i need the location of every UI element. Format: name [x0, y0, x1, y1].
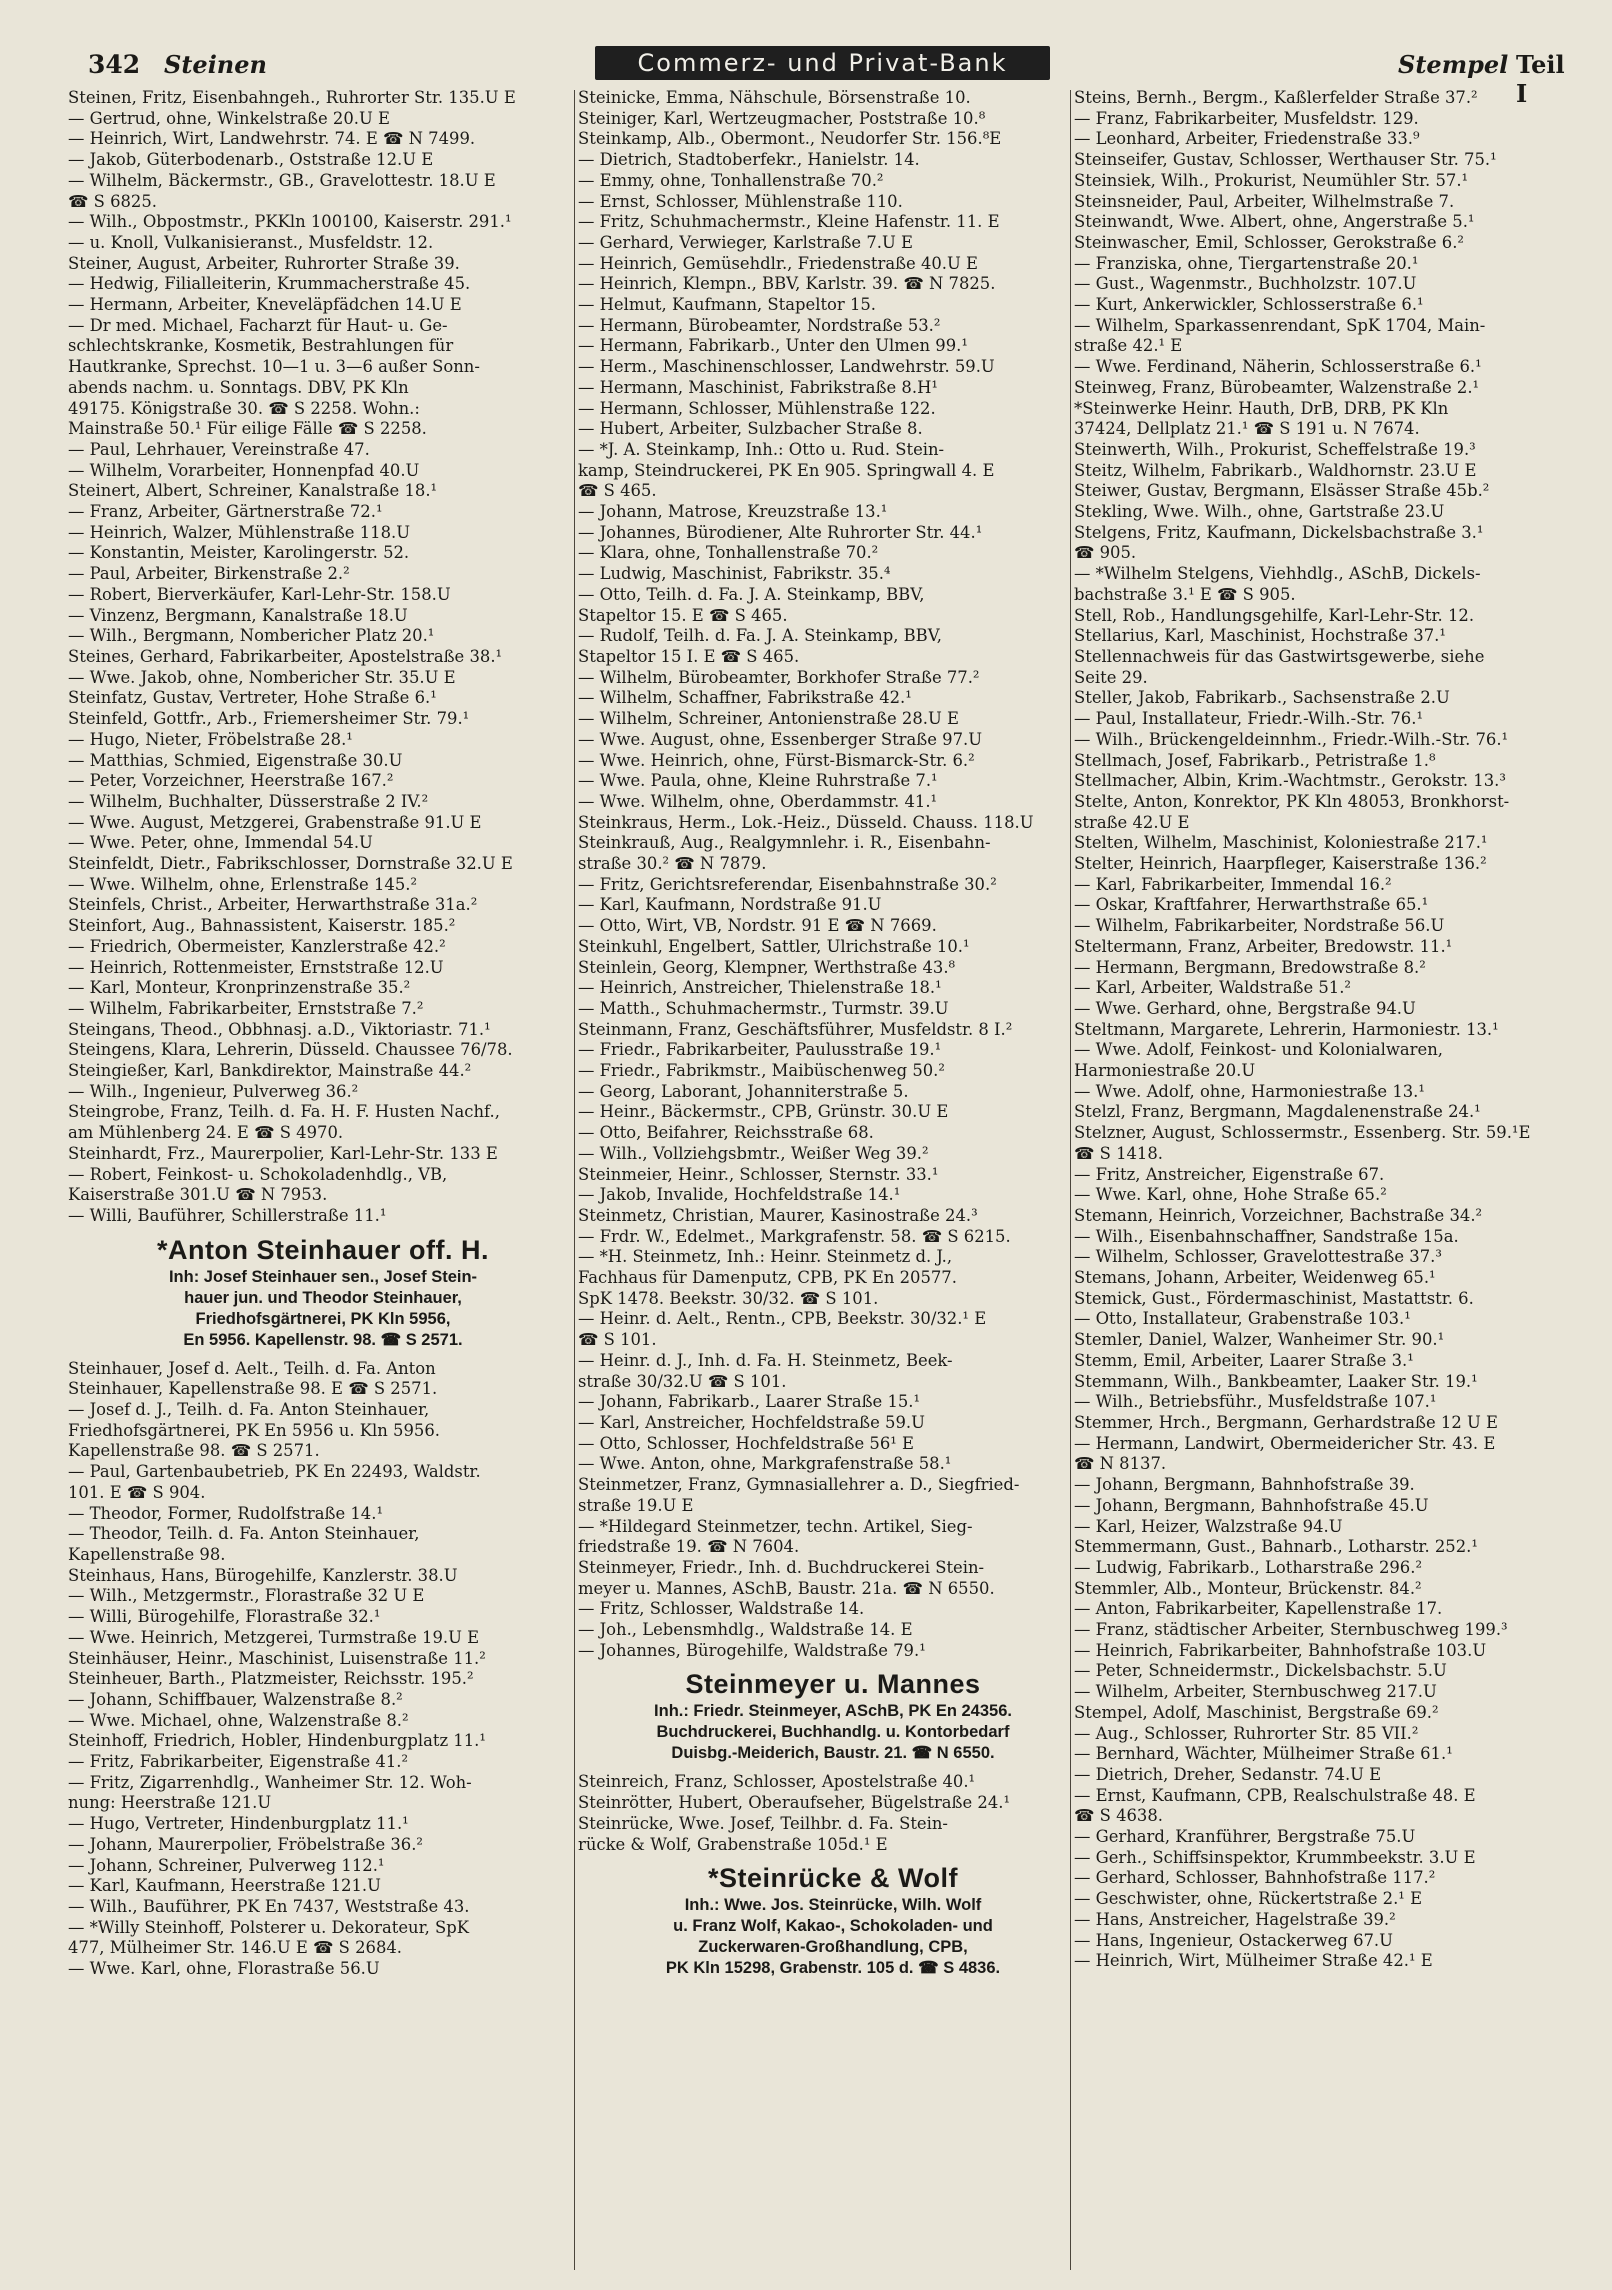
directory-entry-line: Steinhardt, Frz., Maurerpolier, Karl-Lehr-Str. 133 E	[68, 1143, 498, 1163]
directory-entry-line: — Wwe. Wilhelm, ohne, Erlenstraße 145.²	[68, 874, 418, 894]
directory-entry-line: — Fritz, Zigarrenhdlg., Wanheimer Str. 12. Woh-	[68, 1772, 472, 1792]
directory-entry-line: — Wilhelm, Arbeiter, Sternbuschweg 217.U	[1074, 1682, 1437, 1702]
directory-entry-line: Steinwerth, Wilh., Prokurist, Scheffelstraße 19.³	[1074, 439, 1476, 459]
directory-entry-line: 37424, Dellplatz 21.¹ ☎ S 191 u. N 7674.	[1074, 419, 1420, 439]
directory-entry-line: Stelte, Anton, Konrektor, PK Kln 48053, Bronkhorst-	[1074, 791, 1510, 811]
directory-entry-line: — Johann, Schiffbauer, Walzenstraße 8.²	[68, 1689, 403, 1709]
directory-entry-line: — Hermann, Schlosser, Mühlenstraße 122.	[578, 398, 936, 418]
directory-entry-line: — Willi, Bürogehilfe, Florastraße 32.¹	[68, 1607, 381, 1627]
display-advertisement	[578, 1667, 1088, 1764]
ad-line: hauer jun. und Theodor Steinhauer,	[184, 1288, 462, 1307]
directory-entry-line: — Wwe. Karl, ohne, Florastraße 56.U	[68, 1959, 380, 1979]
directory-entry-line: Steitz, Wilhelm, Fabrikarb., Waldhornstr. 23.U E	[1074, 460, 1477, 480]
directory-entry-line: Stemm, Emil, Arbeiter, Laarer Straße 3.¹	[1074, 1350, 1414, 1370]
directory-entry-line: Steinseifer, Gustav, Schlosser, Werthauser Str. 75.¹	[1074, 150, 1497, 170]
directory-entry-line: Steinmeyer, Friedr., Inh. d. Buchdruckerei Stein-	[578, 1557, 985, 1577]
directory-entry-line: — Johann, Schreiner, Pulverweg 112.¹	[68, 1855, 385, 1875]
directory-entry-line: — Gerhard, Schlosser, Bahnhofstraße 117.²	[1074, 1868, 1436, 1888]
directory-entry-line: — Konstantin, Meister, Karolingerstr. 52.	[68, 543, 410, 563]
directory-entry-line: — Otto, Schlosser, Hochfeldstraße 56¹ E	[578, 1433, 915, 1453]
directory-entry-line: — Wilhelm, Vorarbeiter, Honnenpfad 40.U	[68, 460, 420, 480]
directory-entry-line: friedstraße 19. ☎ N 7604.	[578, 1537, 800, 1557]
directory-entry-line: — Gust., Wagenmstr., Buchholzstr. 107.U	[1074, 274, 1417, 294]
directory-entry-line: — Karl, Arbeiter, Waldstraße 51.²	[1074, 978, 1351, 998]
directory-entry-line: — Fritz, Fabrikarbeiter, Eigenstraße 41.²	[68, 1752, 409, 1772]
directory-entry-line: — Otto, Installateur, Grabenstraße 103.¹	[1074, 1309, 1411, 1329]
directory-entry-line: Hautkranke, Sprechst. 10—1 u. 3—6 außer Sonn-	[68, 357, 480, 377]
directory-entry-line: — Hedwig, Filialleiterin, Krummacherstraße 45.	[68, 274, 471, 294]
directory-entry-line: Steinkuhl, Engelbert, Sattler, Ulrichstraße 10.¹	[578, 936, 970, 956]
directory-entry-line: — Hermann, Landwirt, Obermeidericher Str. 43. E	[1074, 1433, 1496, 1453]
directory-entry-line: — Kurt, Ankerwickler, Schlosserstraße 6.¹	[1074, 295, 1424, 315]
ad-line: Buchdruckerei, Buchhandlg. u. Kontorbedarf	[656, 1723, 1010, 1742]
directory-entry-line: — *J. A. Steinkamp, Inh.: Otto u. Rud. Stein-	[578, 439, 945, 459]
directory-entry-line: — Paul, Lehrhauer, Vereinstraße 47.	[68, 439, 370, 459]
directory-entry-line: — Karl, Monteur, Kronprinzenstraße 35.²	[68, 978, 411, 998]
directory-entry-line: Kapellenstraße 98.	[68, 1545, 226, 1564]
directory-entry-line: Steiniger, Karl, Wertzeugmacher, Poststraße 10.⁸	[578, 108, 986, 128]
directory-entry-line: Steinsneider, Paul, Arbeiter, Wilhelmstraße 7.	[1074, 191, 1455, 211]
directory-entry-line: — Franz, Arbeiter, Gärtnerstraße 72.¹	[68, 502, 383, 522]
directory-entry-line: Steinkraus, Herm., Lok.-Heiz., Düsseld. Chauss. 118.U	[578, 812, 1034, 832]
directory-entry-line: Stelten, Wilhelm, Maschinist, Koloniestraße 217.¹	[1074, 833, 1488, 853]
directory-entry-line: — Wwe. Jakob, ohne, Nombericher Str. 35.U E	[68, 667, 456, 687]
directory-entry-line: — Fritz, Schlosser, Waldstraße 14.	[578, 1599, 865, 1619]
directory-entry-line: Steingrobe, Franz, Teilh. d. Fa. H. F. Husten Nachf.,	[68, 1102, 500, 1122]
directory-entry-line: — Johann, Bergmann, Bahnhofstraße 39.	[1074, 1475, 1415, 1495]
directory-entry-line: straße 30.² ☎ N 7879.	[578, 854, 767, 874]
directory-entry-line: — Fritz, Anstreicher, Eigenstraße 67.	[1074, 1164, 1385, 1184]
directory-entry-line: — Josef d. J., Teilh. d. Fa. Anton Steinhauer,	[68, 1400, 430, 1420]
directory-entry-line: Fachhaus für Damenputz, CPB, PK En 20577.	[578, 1268, 957, 1288]
directory-entry-line: — Friedrich, Obermeister, Kanzlerstraße 42.²	[68, 936, 446, 956]
directory-entry-line: — Rudolf, Teilh. d. Fa. J. A. Steinkamp, BBV,	[578, 626, 942, 646]
directory-entry-line: — Heinrich, Klempn., BBV, Karlstr. 39. ☎ N 7825.	[578, 274, 996, 294]
ad-title: *Steinrücke & Wolf	[707, 1863, 959, 1894]
directory-entry-line: — Paul, Gartenbaubetrieb, PK En 22493, Waldstr.	[68, 1462, 481, 1482]
directory-entry-line: — Heinr., Bäckermstr., CPB, Grünstr. 30.U E	[578, 1102, 949, 1122]
ad-line: Inh: Josef Steinhauer sen., Josef Stein-	[168, 1267, 478, 1286]
directory-entry-line: — Wwe. Ferdinand, Näherin, Schlosserstraße 6.¹	[1074, 357, 1482, 377]
directory-entry-line: rücke & Wolf, Grabenstraße 105d.¹ E	[578, 1834, 888, 1854]
directory-entry-line: — Heinrich, Anstreicher, Thielenstraße 18.¹	[578, 978, 942, 998]
directory-entry-line: — Johann, Maurerpolier, Fröbelstraße 36.²	[68, 1834, 423, 1854]
directory-entry-line: Stemans, Johann, Arbeiter, Weidenweg 65.¹	[1074, 1268, 1436, 1288]
directory-entry-line: ☎ S 465.	[578, 481, 657, 501]
directory-entry-line: Stellmach, Josef, Fabrikarb., Petristraße 1.⁸	[1074, 750, 1436, 770]
directory-entry-line: Friedhofsgärtnerei, PK En 5956 u. Kln 5956.	[68, 1420, 440, 1440]
directory-entry-line: — Wilh., Vollziehgsbmtr., Weißer Weg 39.²	[578, 1143, 929, 1163]
directory-entry-line: — *H. Steinmetz, Inh.: Heinr. Steinmetz d. J.,	[578, 1247, 953, 1267]
directory-entry-line: Stekling, Wwe. Wilh., ohne, Gartstraße 23.U	[1074, 502, 1445, 522]
directory-entry-line: straße 19.U E	[578, 1495, 694, 1515]
directory-entry-line: — Ernst, Kaufmann, CPB, Realschulstraße 48. E	[1074, 1785, 1476, 1805]
directory-entry-line: — Karl, Kaufmann, Heerstraße 121.U	[68, 1876, 381, 1896]
directory-entry-line: — Peter, Schneidermstr., Dickelsbachstr. 5.U	[1074, 1661, 1447, 1681]
directory-entry-line: Stellarius, Karl, Maschinist, Hochstraße 37.¹	[1074, 626, 1446, 646]
directory-entry-line: — Robert, Bierverkäufer, Karl-Lehr-Str. 158.U	[68, 584, 451, 604]
directory-entry-line: — Otto, Wirt, VB, Nordstr. 91 E ☎ N 7669.	[578, 916, 937, 936]
directory-entry-line: — Wilh., Ingenieur, Pulverweg 36.²	[68, 1081, 359, 1101]
directory-entry-line: straße 30/32.U ☎ S 101.	[578, 1371, 787, 1391]
directory-entry-line: ☎ S 101.	[578, 1330, 657, 1350]
directory-entry-line: — Matthias, Schmied, Eigenstraße 30.U	[68, 750, 403, 770]
directory-entry-line: — Ludwig, Fabrikarb., Lotharstraße 296.²	[1074, 1557, 1423, 1577]
directory-entry-line: — Matth., Schuhmachermstr., Turmstr. 39.U	[578, 998, 949, 1018]
directory-entry-line: abends nachm. u. Sonntags. DBV, PK Kln	[68, 377, 409, 397]
directory-entry-line: Steingießer, Karl, Bankdirektor, Mainstraße 44.²	[68, 1061, 472, 1081]
directory-entry-line: — Hugo, Vertreter, Hindenburgplatz 11.¹	[68, 1814, 409, 1834]
directory-entry-line: — Karl, Fabrikarbeiter, Immendal 16.²	[1074, 874, 1392, 894]
directory-entry-line: ☎ 905.	[1074, 543, 1137, 563]
directory-entry-line: — Robert, Feinkost- u. Schokoladenhdlg., VB,	[68, 1164, 448, 1184]
directory-entry-line: — Wilhelm, Fabrikarbeiter, Nordstraße 56.U	[1074, 916, 1445, 936]
directory-entry-line: — Dietrich, Stadtoberfekr., Hanielstr. 14.	[578, 150, 920, 170]
directory-entry-line: — Heinrich, Walzer, Mühlenstraße 118.U	[68, 522, 411, 542]
directory-entry-line: — Paul, Arbeiter, Birkenstraße 2.²	[68, 564, 350, 584]
directory-entry-line: — *Wilhelm Stelgens, Viehhdlg., ASchB, Dickels-	[1074, 564, 1481, 584]
directory-entry-line: — Wilhelm, Bäckermstr., GB., Gravelottestr. 18.U E	[68, 170, 496, 190]
directory-entry-line: — Wilh., Obpostmstr., PKKln 100100, Kaiserstr. 291.¹	[68, 212, 512, 232]
directory-entry-line: SpK 1478. Beekstr. 30/32. ☎ S 101.	[578, 1288, 879, 1308]
directory-entry-line: — Wwe. Heinrich, Metzgerei, Turmstraße 19.U E	[68, 1627, 480, 1647]
directory-entry-line: — Johann, Fabrikarb., Laarer Straße 15.¹	[578, 1392, 921, 1412]
ad-line: Friedhofsgärtnerei, PK Kln 5956,	[195, 1309, 451, 1328]
directory-entry-line: — Theodor, Teilh. d. Fa. Anton Steinhauer,	[68, 1524, 420, 1544]
directory-entry-line: Stellennachweis für das Gastwirtsgewerbe, siehe	[1074, 646, 1485, 666]
directory-entry-line: — Leonhard, Arbeiter, Friedenstraße 33.⁹	[1074, 129, 1420, 149]
directory-entry-line: — Jakob, Invalide, Hochfeldstraße 14.¹	[578, 1185, 901, 1205]
ad-line: PK Kln 15298, Grabenstr. 105 d. ☎ S 4836.	[665, 1959, 1001, 1978]
directory-entry-line: Steinhäuser, Heinr., Maschinist, Luisenstraße 11.²	[68, 1648, 486, 1668]
directory-entry-line: Stelter, Heinrich, Haarpfleger, Kaiserstraße 136.²	[1074, 854, 1487, 874]
directory-entry-line: Steinfeldt, Dietr., Fabrikschlosser, Dornstraße 32.U E	[68, 854, 513, 874]
directory-entry-line: — Ernst, Schlosser, Mühlenstraße 110.	[578, 191, 903, 211]
directory-entry-line: Steingens, Klara, Lehrerin, Düsseld. Chaussee 76/78.	[68, 1040, 513, 1060]
directory-entry-line: — Wilh., Bauführer, PK En 7437, Weststraße 43.	[68, 1896, 470, 1916]
directory-entry-line: Steinmetzer, Franz, Gymnasiallehrer a. D., Siegfried-	[578, 1475, 1020, 1495]
directory-entry-line: straße 42.¹ E	[1074, 336, 1183, 356]
directory-entry-line: Stellmacher, Albin, Krim.-Wachtmstr., Gerokstr. 13.³	[1074, 771, 1506, 791]
directory-entry-line: — Vinzenz, Bergmann, Kanalstraße 18.U	[68, 605, 408, 625]
directory-entry-line: Harmoniestraße 20.U	[1074, 1061, 1256, 1081]
directory-entry-line: Stemmermann, Gust., Bahnarb., Lotharstr. 252.¹	[1074, 1537, 1478, 1557]
directory-entry-line: Stapeltor 15. E ☎ S 465.	[578, 605, 788, 625]
directory-entry-line: Steller, Jakob, Fabrikarb., Sachsenstraße 2.U	[1074, 688, 1450, 708]
directory-entry-line: — Friedr., Fabrikarbeiter, Paulusstraße 19.¹	[578, 1040, 942, 1060]
directory-entry-line: — Geschwister, ohne, Rückertstraße 2.¹ E	[1074, 1889, 1423, 1909]
directory-entry-line: — Wwe. Anton, ohne, Markgrafenstraße 58.¹	[578, 1454, 952, 1474]
directory-entry-line: Steinfeld, Gottfr., Arb., Friemersheimer Str. 79.¹	[68, 709, 470, 729]
directory-entry-line: — Heinr. d. Aelt., Rentn., CPB, Beekstr. 30/32.¹ E	[578, 1309, 987, 1329]
directory-entry-line: — Wwe. Heinrich, ohne, Fürst-Bismarck-Str. 6.²	[578, 750, 975, 770]
directory-entry-line: — Johannes, Bürogehilfe, Waldstraße 79.¹	[578, 1640, 926, 1660]
directory-entry-line: Steinicke, Emma, Nähschule, Börsenstraße 10.	[578, 88, 971, 107]
directory-entry-line: Steinfels, Christ., Arbeiter, Herwarthstraße 31a.²	[68, 895, 478, 915]
directory-entry-line: — Oskar, Kraftfahrer, Herwarthstraße 65.¹	[1074, 895, 1429, 915]
directory-entry-line: straße 42.U E	[1074, 812, 1190, 832]
directory-entry-line: Steinmann, Franz, Geschäftsführer, Musfeldstr. 8 I.²	[578, 1019, 1013, 1039]
directory-entry-line: — Wwe. Peter, ohne, Immendal 54.U	[68, 833, 373, 853]
header-banner-ad: Commerz- und Privat-Bank	[595, 46, 1050, 80]
directory-entry-line: — Hans, Anstreicher, Hagelstraße 39.²	[1074, 1909, 1396, 1929]
directory-entry-line: — Franz, städtischer Arbeiter, Sternbuschweg 199.³	[1074, 1620, 1508, 1640]
directory-entry-line: — Otto, Beifahrer, Reichsstraße 68.	[578, 1123, 874, 1143]
directory-entry-line: Steinhaus, Hans, Bürogehilfe, Kanzlerstr. 38.U	[68, 1565, 458, 1585]
directory-entry-line: ☎ S 4638.	[1074, 1806, 1163, 1826]
directory-entry-line: — Peter, Vorzeichner, Heerstraße 167.²	[68, 771, 394, 791]
directory-entry-line: Stemmer, Hrch., Bergmann, Gerhardstraße 12 U E	[1074, 1413, 1498, 1432]
directory-entry-line: — Hermann, Maschinist, Fabrikstraße 8.H¹	[578, 377, 938, 397]
directory-entry-line: bachstraße 3.¹ E ☎ S 905.	[1074, 584, 1296, 604]
directory-entry-line: ☎ S 6825.	[68, 191, 157, 211]
directory-entry-line: — Franziska, ohne, Tiergartenstraße 20.¹	[1074, 253, 1419, 273]
directory-entry-line: — Heinrich, Rottenmeister, Ernststraße 12.U	[68, 957, 444, 977]
directory-entry-line: Stemann, Heinrich, Vorzeichner, Bachstraße 34.²	[1074, 1205, 1483, 1225]
directory-entry-line: — Anton, Fabrikarbeiter, Kapellenstraße 17.	[1074, 1599, 1443, 1619]
directory-entry-line: — Heinrich, Gemüsehdlr., Friedenstraße 40.U E	[578, 253, 979, 273]
directory-entry-line: Steingans, Theod., Obbhnasj. a.D., Viktoriastr. 71.¹	[68, 1019, 491, 1039]
directory-entry-line: — Wilhelm, Schlosser, Gravelottestraße 37.³	[1074, 1247, 1442, 1267]
directory-entry-line: — Gerhard, Kranführer, Bergstraße 75.U	[1074, 1827, 1416, 1847]
ad-title: *Anton Steinhauer off. H.	[157, 1234, 489, 1265]
directory-entry-line: — *Willy Steinhoff, Polsterer u. Dekorateur, SpK	[68, 1917, 470, 1937]
display-advertisement	[68, 1233, 578, 1351]
directory-entry-line: — Theodor, Former, Rudolfstraße 14.¹	[68, 1503, 384, 1523]
header-part-label: Teil I	[1516, 50, 1565, 108]
directory-entry-line: Stemler, Daniel, Walzer, Wanheimer Str. 90.¹	[1074, 1330, 1445, 1350]
directory-entry-line: *Steinwerke Heinr. Hauth, DrB, DRB, PK Kln	[1074, 398, 1449, 418]
directory-entry-line: Stelzl, Franz, Bergmann, Magdalenenstraße 24.¹	[1074, 1102, 1481, 1122]
directory-entry-line: Steinheuer, Barth., Platzmeister, Reichsstr. 195.²	[68, 1669, 474, 1689]
directory-entry-line: Seite 29.	[1074, 667, 1148, 687]
ad-title: Steinmeyer u. Mannes	[685, 1669, 981, 1700]
directory-entry-line: Steinrücke, Wwe. Josef, Teilhbr. d. Fa. Stein-	[578, 1813, 948, 1833]
directory-entry-line: Steines, Gerhard, Fabrikarbeiter, Apostelstraße 38.¹	[68, 646, 503, 666]
directory-entry-line: Stapeltor 15 I. E ☎ S 465.	[578, 646, 800, 666]
directory-entry-line: — Aug., Schlosser, Ruhrorter Str. 85 VII.²	[1074, 1723, 1419, 1743]
directory-entry-line: Stelzner, August, Schlossermstr., Essenberg. Str. 59.¹E	[1074, 1123, 1531, 1143]
directory-column-1	[68, 88, 578, 2273]
directory-entry-line: — Klara, ohne, Tonhallenstraße 70.²	[578, 543, 879, 563]
ad-line: u. Franz Wolf, Kakao-, Schokoladen- und	[673, 1917, 993, 1936]
directory-column-3	[1074, 88, 1564, 2273]
directory-entry-line: — Wilhelm, Schaffner, Fabrikstraße 42.¹	[578, 688, 912, 708]
directory-entry-line: — Johannes, Bürodiener, Alte Ruhrorter Str. 44.¹	[578, 522, 983, 542]
directory-entry-line: — Wilh., Eisenbahnschaffner, Sandstraße 15a.	[1074, 1226, 1459, 1246]
directory-entry-line: Steinmeier, Heinr., Schlosser, Sternstr. 33.¹	[578, 1164, 939, 1184]
directory-entry-line: — Jakob, Güterbodenarb., Oststraße 12.U E	[68, 150, 434, 170]
directory-entry-line: kamp, Steindruckerei, PK En 905. Springwall 4. E	[578, 460, 995, 480]
directory-entry-line: — Gerh., Schiffsinspektor, Krummbeekstr. 3.U E	[1074, 1847, 1476, 1867]
directory-entry-line: — Heinrich, Wirt, Mülheimer Straße 42.¹ E	[1074, 1951, 1433, 1971]
directory-entry-line: — Wwe. August, Metzgerei, Grabenstraße 91.U E	[68, 812, 482, 832]
directory-entry-line: — Herm., Maschinenschlosser, Landwehrstr. 59.U	[578, 357, 995, 377]
ad-line: En 5956. Kapellenstr. 98. ☎ S 2571.	[183, 1330, 463, 1349]
directory-entry-line: — Wilhelm, Sparkassenrendant, SpK 1704, Main-	[1074, 315, 1486, 335]
directory-entry-line: Stemmann, Wilh., Bankbeamter, Laaker Str. 19.¹	[1074, 1371, 1478, 1391]
directory-entry-line: — Otto, Teilh. d. Fa. J. A. Steinkamp, BBV,	[578, 584, 925, 604]
directory-entry-line: Stelgens, Fritz, Kaufmann, Dickelsbachstraße 3.¹	[1074, 522, 1484, 542]
directory-entry-line: Steiwer, Gustav, Bergmann, Elsässer Straße 45b.²	[1074, 481, 1490, 501]
ad-line: Inh.: Friedr. Steinmeyer, ASchB, PK En 24356.	[654, 1702, 1012, 1721]
directory-entry-line: — Friedr., Fabrikmstr., Maibüschenweg 50.²	[578, 1061, 945, 1081]
directory-entry-line: ☎ S 1418.	[1074, 1143, 1163, 1163]
directory-entry-line: — Karl, Heizer, Walzstraße 94.U	[1074, 1516, 1343, 1536]
directory-entry-line: Steltermann, Franz, Arbeiter, Bredowstr. 11.¹	[1074, 936, 1453, 956]
directory-entry-line: — Wwe. August, ohne, Essenberger Straße 97.U	[578, 729, 983, 749]
directory-entry-line: — Hermann, Bürobeamter, Nordstraße 53.²	[578, 315, 941, 335]
directory-entry-line: — Wilhelm, Buchhalter, Düsserstraße 2 IV.²	[68, 791, 429, 811]
directory-entry-line: Kapellenstraße 98. ☎ S 2571.	[68, 1441, 320, 1461]
directory-entry-line: — Paul, Installateur, Friedr.-Wilh.-Str. 76.¹	[1074, 709, 1424, 729]
directory-entry-line: — Georg, Laborant, Johanniterstraße 5.	[578, 1081, 909, 1101]
directory-entry-line: Stempel, Adolf, Maschinist, Bergstraße 69.²	[1074, 1702, 1439, 1722]
directory-entry-line: — Fritz, Schuhmachermstr., Kleine Hafenstr. 11. E	[578, 212, 1000, 232]
header-guide-word-right: Stempel	[1398, 50, 1509, 79]
directory-entry-line: — Joh., Lebensmhdlg., Waldstraße 14. E	[578, 1620, 913, 1640]
directory-entry-line: Steinrötter, Hubert, Oberaufseher, Bügelstraße 24.¹	[578, 1793, 1011, 1813]
directory-entry-line: Steinhauer, Kapellenstraße 98. E ☎ S 2571.	[68, 1379, 438, 1399]
directory-entry-line: Steinkamp, Alb., Obermont., Neudorfer Str. 156.⁸E	[578, 129, 1002, 149]
display-advertisement	[578, 1861, 1088, 1979]
directory-entry-line: — Karl, Kaufmann, Nordstraße 91.U	[578, 895, 882, 915]
directory-entry-line: — Wwe. Paula, ohne, Kleine Ruhrstraße 7.¹	[578, 771, 938, 791]
directory-entry-line: meyer u. Mannes, ASchB, Baustr. 21a. ☎ N 6550.	[578, 1578, 995, 1598]
directory-entry-line: Steinen, Fritz, Eisenbahngeh., Ruhrorter Str. 135.U E	[68, 88, 516, 107]
directory-entry-line: schlechtskranke, Kosmetik, Bestrahlungen für	[68, 336, 454, 356]
directory-entry-line: — Ludwig, Maschinist, Fabrikstr. 35.⁴	[578, 564, 891, 584]
directory-entry-line: Steinfort, Aug., Bahnassistent, Kaiserstr. 185.²	[68, 916, 456, 936]
directory-entry-line: Steiner, August, Arbeiter, Ruhrorter Straße 39.	[68, 253, 460, 273]
directory-entry-line: — Hermann, Bergmann, Bredowstraße 8.²	[1074, 957, 1426, 977]
page-number: 342	[88, 50, 141, 79]
directory-column-2	[578, 88, 1088, 2273]
ad-line: Duisbg.-Meiderich, Baustr. 21. ☎ N 6550.	[671, 1744, 995, 1763]
directory-entry-line: — u. Knoll, Vulkanisieranst., Musfeldstr. 12.	[68, 232, 434, 252]
directory-entry-line: — Wilhelm, Fabrikarbeiter, Ernststraße 7.²	[68, 998, 424, 1018]
directory-entry-line: Steltmann, Margarete, Lehrerin, Harmoniestr. 13.¹	[1074, 1019, 1499, 1039]
directory-entry-line: — Wilh., Metzgermstr., Florastraße 32 U E	[68, 1586, 425, 1606]
directory-entry-line: — Franz, Fabrikarbeiter, Musfeldstr. 129.	[1074, 108, 1419, 128]
directory-entry-line: — Wwe. Michael, ohne, Walzenstraße 8.²	[68, 1710, 409, 1730]
directory-entry-line: Steinhauer, Josef d. Aelt., Teilh. d. Fa. Anton	[68, 1358, 436, 1378]
directory-entry-line: — Hans, Ingenieur, Ostackerweg 67.U	[1074, 1930, 1393, 1950]
directory-entry-line: — Emmy, ohne, Tonhallenstraße 70.²	[578, 170, 884, 190]
ad-line: Zuckerwaren-Großhandlung, CPB,	[698, 1938, 968, 1957]
directory-entry-line: — Wwe. Gerhard, ohne, Bergstraße 94.U	[1074, 998, 1416, 1018]
directory-entry-line: Steinkrauß, Aug., Realgymnlehr. i. R., Eisenbahn-	[578, 833, 991, 853]
directory-entry-line: — Wilhelm, Bürobeamter, Borkhofer Straße 77.²	[578, 667, 980, 687]
directory-entry-line: — *Hildegard Steinmetzer, techn. Artikel, Sieg-	[578, 1516, 973, 1536]
directory-entry-line: — Bernhard, Wächter, Mülheimer Straße 61.¹	[1074, 1744, 1453, 1764]
directory-entry-line: 477, Mülheimer Str. 146.U E ☎ S 2684.	[68, 1938, 403, 1958]
directory-entry-line: — Wwe. Adolf, Feinkost- und Kolonialwaren,	[1074, 1040, 1443, 1060]
directory-entry-line: — Willi, Bauführer, Schillerstraße 11.¹	[68, 1205, 387, 1225]
directory-entry-line: — Wilh., Betriebsführ., Musfeldstraße 107.¹	[1074, 1392, 1437, 1412]
directory-entry-line: — Gertrud, ohne, Winkelstraße 20.U E	[68, 108, 390, 128]
directory-entry-line: Steinlein, Georg, Klempner, Werthstraße 43.⁸	[578, 957, 956, 977]
directory-entry-line: 101. E ☎ S 904.	[68, 1482, 206, 1502]
directory-entry-line: Stemmler, Alb., Monteur, Brückenstr. 84.²	[1074, 1578, 1422, 1598]
directory-entry-line: nung: Heerstraße 121.U	[68, 1793, 272, 1813]
directory-entry-line: Mainstraße 50.¹ Für eilige Fälle ☎ S 2258.	[68, 419, 427, 439]
directory-entry-line: — Dr med. Michael, Facharzt für Haut- u. Ge-	[68, 315, 448, 335]
directory-entry-line: — Dietrich, Dreher, Sedanstr. 74.U E	[1074, 1764, 1382, 1784]
directory-entry-line: — Hugo, Nieter, Fröbelstraße 28.¹	[68, 729, 353, 749]
directory-entry-line: ☎ N 8137.	[1074, 1454, 1167, 1474]
header-guide-word-left: Steinen	[164, 50, 267, 79]
directory-entry-line: Steinhoff, Friedrich, Hobler, Hindenburgplatz 11.¹	[68, 1731, 486, 1751]
directory-entry-line: — Hubert, Arbeiter, Sulzbacher Straße 8.	[578, 419, 923, 439]
directory-entry-line: — Frdr. W., Edelmet., Markgrafenstr. 58. ☎ S 6215.	[578, 1226, 1011, 1246]
directory-entry-line: — Helmut, Kaufmann, Stapeltor 15.	[578, 295, 877, 315]
directory-entry-line: — Johann, Matrose, Kreuzstraße 13.¹	[578, 502, 888, 522]
directory-entry-line: Kaiserstraße 301.U ☎ N 7953.	[68, 1185, 328, 1205]
directory-entry-line: — Wwe. Karl, ohne, Hohe Straße 65.²	[1074, 1185, 1387, 1205]
directory-entry-line: — Wilh., Bergmann, Nombericher Platz 20.¹	[68, 626, 435, 646]
directory-entry-line: Steinfatz, Gustav, Vertreter, Hohe Straße 6.¹	[68, 688, 437, 708]
directory-entry-line: — Heinr. d. J., Inh. d. Fa. H. Steinmetz, Beek-	[578, 1350, 953, 1370]
directory-entry-line: 49175. Königstraße 30. ☎ S 2258. Wohn.:	[68, 398, 420, 418]
directory-entry-line: — Karl, Anstreicher, Hochfeldstraße 59.U	[578, 1413, 925, 1432]
directory-entry-line: — Hermann, Fabrikarb., Unter den Ulmen 99.¹	[578, 336, 968, 356]
directory-entry-line: — Wilhelm, Schreiner, Antonienstraße 28.U E	[578, 709, 959, 729]
directory-entry-line: — Wwe. Adolf, ohne, Harmoniestraße 13.¹	[1074, 1081, 1425, 1101]
directory-entry-line: Steinwascher, Emil, Schlosser, Gerokstraße 6.²	[1074, 232, 1464, 252]
directory-entry-line: Steinreich, Franz, Schlosser, Apostelstraße 40.¹	[578, 1772, 976, 1792]
directory-entry-line: — Fritz, Gerichtsreferendar, Eisenbahnstraße 30.²	[578, 874, 997, 894]
directory-entry-line: Steinert, Albert, Schreiner, Kanalstraße 18.¹	[68, 481, 438, 501]
directory-entry-line: — Heinrich, Fabrikarbeiter, Bahnhofstraße 103.U	[1074, 1640, 1487, 1660]
directory-entry-line: — Wilh., Brückengeldeinnhm., Friedr.-Wilh.-Str. 76.¹	[1074, 729, 1509, 749]
directory-entry-line: — Hermann, Arbeiter, Kneveläpfädchen 14.U E	[68, 295, 462, 315]
directory-entry-line: Steinweg, Franz, Bürobeamter, Walzenstraße 2.¹	[1074, 377, 1480, 397]
ad-line: Inh.: Wwe. Jos. Steinrücke, Wilh. Wolf	[684, 1896, 982, 1915]
directory-entry-line: — Wwe. Wilhelm, ohne, Oberdammstr. 41.¹	[578, 791, 938, 811]
directory-entry-line: — Gerhard, Verwieger, Karlstraße 7.U E	[578, 232, 913, 252]
directory-entry-line: Steins, Bernh., Bergm., Kaßlerfelder Straße 37.²	[1074, 88, 1478, 107]
directory-entry-line: Stell, Rob., Handlungsgehilfe, Karl-Lehr-Str. 12.	[1074, 605, 1475, 625]
directory-entry-line: Steinmetz, Christian, Maurer, Kasinostraße 24.³	[578, 1205, 978, 1225]
directory-entry-line: — Heinrich, Wirt, Landwehrstr. 74. E ☎ N 7499.	[68, 129, 476, 149]
directory-entry-line: Steinwandt, Wwe. Albert, ohne, Angerstraße 5.¹	[1074, 212, 1475, 232]
directory-entry-line: Stemick, Gust., Fördermaschinist, Mastattstr. 6.	[1074, 1288, 1474, 1308]
directory-entry-line: am Mühlenberg 24. E ☎ S 4970.	[68, 1123, 344, 1143]
directory-entry-line: Steinsiek, Wilh., Prokurist, Neumühler Str. 57.¹	[1074, 170, 1469, 190]
directory-entry-line: — Johann, Bergmann, Bahnhofstraße 45.U	[1074, 1495, 1429, 1515]
